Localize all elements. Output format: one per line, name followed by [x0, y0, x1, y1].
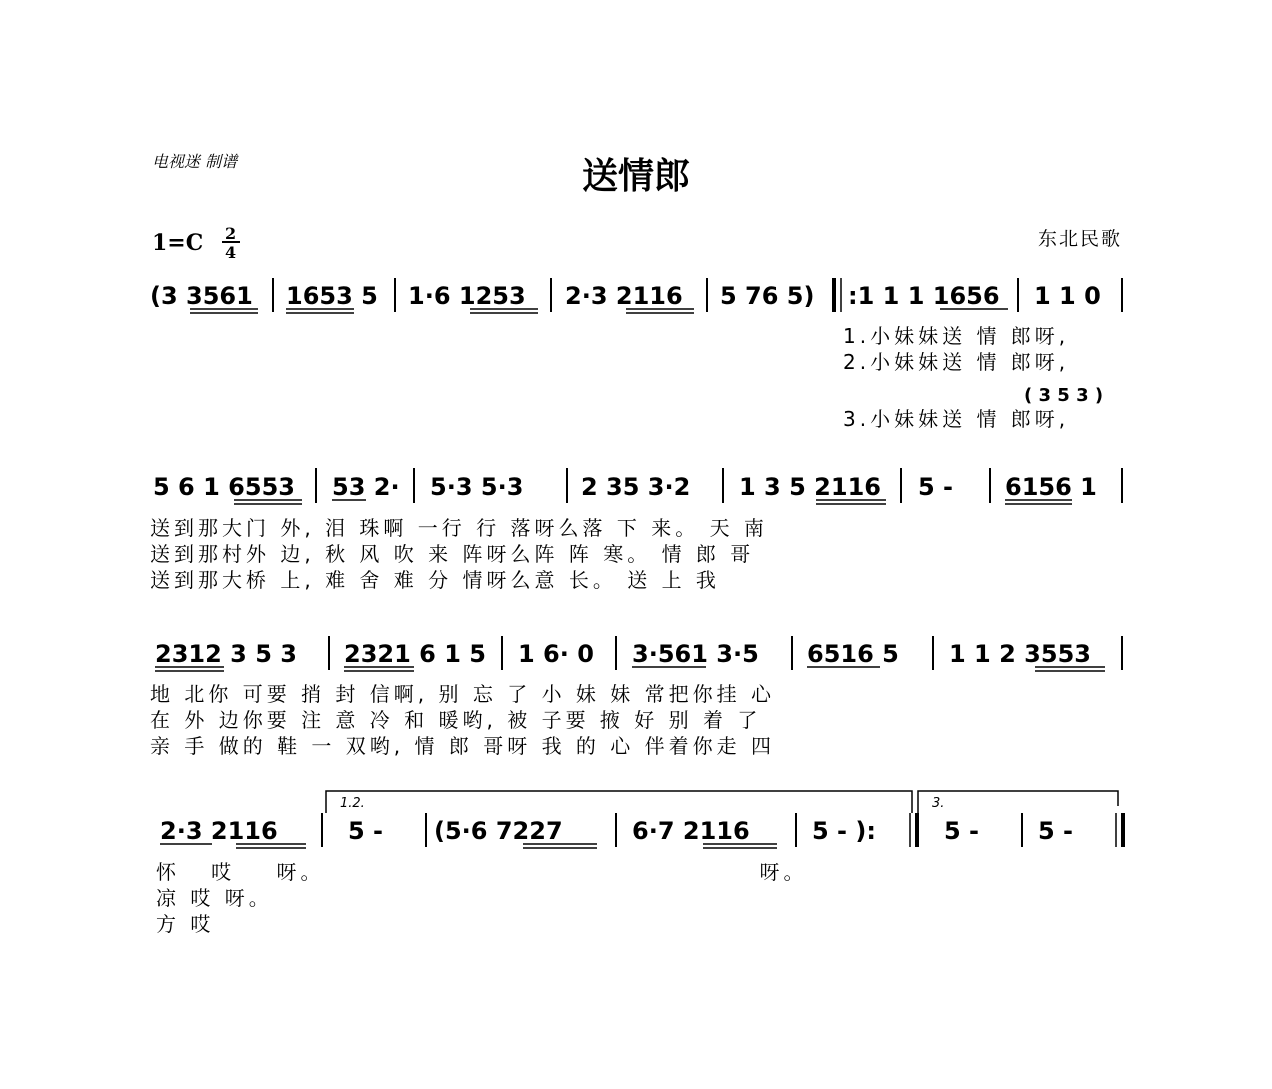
lyric-line: 方 哎 [156, 912, 215, 936]
lyric-line: 在 外 边你要 注 意 冷 和 暖哟, 被 子要 掖 好 别 着 了 [150, 708, 762, 732]
time-signature-bottom: 4 [225, 243, 237, 262]
time-signature-top: 2 [225, 224, 237, 243]
score-row-2 [150, 468, 1122, 592]
song-title: 送情郎 [581, 155, 691, 197]
key-signature: 1=C [152, 230, 204, 256]
lyric-line: 送到那大桥 上, 难 舍 难 分 情呀么意 长。 送 上 我 [150, 568, 720, 592]
lyric-line: 地 北你 可要 捎 封 信啊, 别 忘 了 小 妹 妹 常把你挂 心 [150, 682, 776, 706]
credit-text: 电视迷 制谱 [152, 152, 238, 171]
ending-label-1: 1.2. [340, 796, 365, 811]
measure-text: 5 - [348, 817, 384, 845]
measure-text: 1·6 1253 [408, 282, 526, 310]
origin-text: 东北民歌 [1037, 228, 1122, 250]
measure-text: 2321 6 1 5 [344, 640, 486, 668]
measure-text: 2312 3 5 3 [155, 640, 297, 668]
measure-text: 1 1 0 [1034, 282, 1101, 310]
lyric-line: 2.小妹妹送 情 郎呀, [843, 350, 1070, 374]
score-row-4 [156, 791, 1123, 936]
score-row-1 [150, 278, 1122, 431]
measure-text: 5 6 1 6553 [153, 473, 295, 501]
measure-text: 53 2· [332, 473, 400, 501]
lyric-line: 亲 手 做的 鞋 一 双哟, 情 郎 哥呀 我 的 心 伴着你走 四 [150, 734, 776, 758]
lyric-line: 送到那村外 边, 秋 风 吹 来 阵呀么阵 阵 寒。 情 郎 哥 [150, 542, 755, 566]
measure-text: 2·3 2116 [160, 817, 278, 845]
lyric-line: 送到那大门 外, 泪 珠啊 一行 行 落呀么落 下 来。 天 南 [150, 516, 768, 540]
measure-text: 6156 1 [1005, 473, 1097, 501]
ending-bracket-1 [326, 791, 912, 813]
measure-text: 1 6· 0 [518, 640, 594, 668]
measure-text: 2 35 3·2 [581, 473, 691, 501]
measure-text: 5 - ): [812, 817, 876, 845]
measure-text: 1653 5 [286, 282, 378, 310]
lyric-line: 凉 哎 呀。 [156, 886, 273, 910]
score-row-3 [150, 636, 1122, 758]
measure-text: :1 1 1 1656 [848, 282, 1000, 310]
measure-text: 5·3 5·3 [430, 473, 524, 501]
measure-text: 6·7 2116 [632, 817, 750, 845]
harmony-notes: ( 3 5 3 ) [1024, 385, 1104, 406]
measure-text: 1 3 5 2116 [739, 473, 881, 501]
measure-text: (5·6 7227 [434, 817, 563, 845]
measure-text: 5 - [1038, 817, 1074, 845]
measure-text: 5 76 5) [720, 282, 815, 310]
lyric-line: 怀 哎 呀。 呀。 [156, 860, 808, 884]
measure-text: 6516 5 [807, 640, 899, 668]
measure-text: 5 - [918, 473, 954, 501]
measure-text: 2·3 2116 [565, 282, 683, 310]
measure-text: 3·561 3·5 [632, 640, 759, 668]
ending-bracket-2 [918, 791, 1118, 813]
lyric-line: 3.小妹妹送 情 郎呀, [843, 407, 1070, 431]
measure-text: 5 - [944, 817, 980, 845]
measure-text: 1 1 2 3553 [949, 640, 1091, 668]
lyric-line: 1.小妹妹送 情 郎呀, [843, 324, 1070, 348]
measure-text: (3 3561 [150, 282, 253, 310]
ending-label-2: 3. [932, 796, 945, 811]
